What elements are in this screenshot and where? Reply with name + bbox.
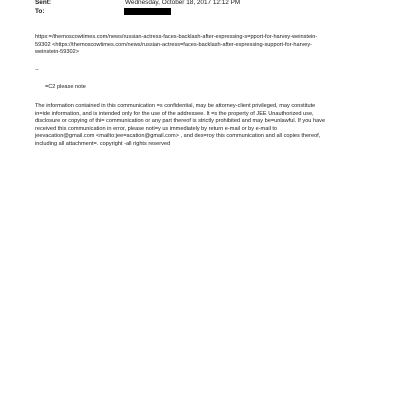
sent-value: Wednesday, October 18, 2017 12:12 PM [125, 0, 241, 6]
separator-text: -- [35, 67, 39, 73]
disclaimer-line-4: received this communication in error, please noti=y us immediately by return e-mail or by e-mail to [35, 125, 278, 132]
disclaimer-line-2: in=ide information, and is intended only for the use of the addressee. It =s the property of JEE Unauthorized use, [35, 110, 314, 117]
url-line-2: 59302 <https://themoscowtimes.com/news/russian-actress=faces-backlash-after-expressing-support-for-harvey- [35, 41, 313, 48]
disclaimer-line-5: jeevacation@gmail.com <mailto:jee=acation@gmail.com> , and des=roy this communication and all copies thereof, [35, 133, 321, 139]
url-block [35, 34, 370, 57]
to-row [35, 8, 125, 16]
separator [35, 67, 370, 75]
disclaimer-block [35, 103, 370, 148]
disclaimer-line-1: The information contained in this communication =s confidential, may be attorney-client privileged, may constitute [35, 103, 316, 109]
to-label: To: [35, 8, 45, 15]
url-line-1: https:=/themoscowtimes.com/news/russian-actress-faces-backlash-after-expressing-s=pport-for-harvey-weinstein- [35, 34, 318, 40]
disclaimer-line-3: disclosure or copying of thi= communication or any part thereof is strictly prohibited and may be=unlawful. If you have [35, 118, 326, 124]
disclaimer-line-6: including all attachment=. copyright -all rights reserved [35, 140, 171, 147]
sent-label: Sent: [35, 0, 51, 6]
note-line [45, 84, 380, 92]
url-line-3: weinstein-59302> [35, 49, 80, 55]
recipient-redaction [124, 8, 171, 15]
sent-row [35, 0, 240, 7]
note-text: =C2 please note [45, 84, 86, 90]
